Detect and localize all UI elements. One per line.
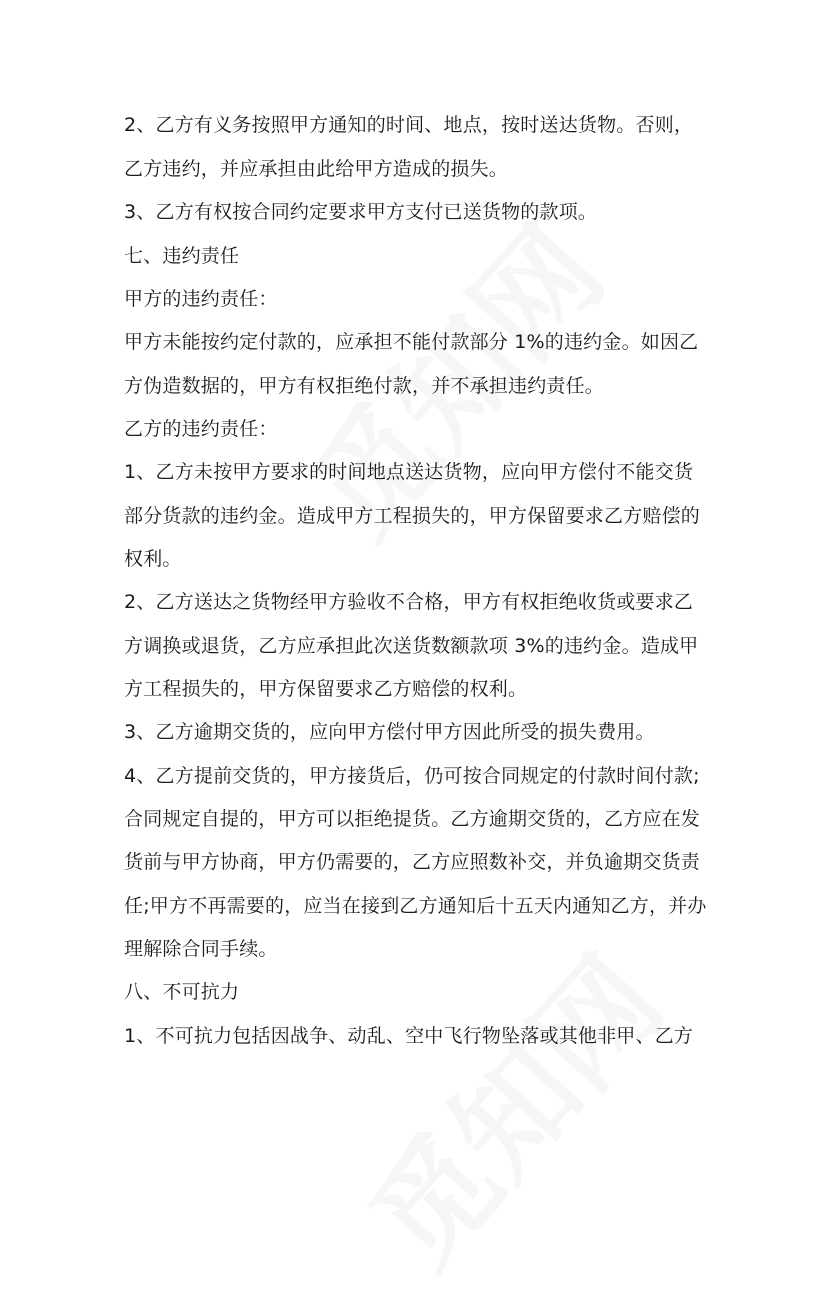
section-heading: 八、不可抗力 <box>124 981 240 1003</box>
paragraph-line: 甲方未能按约定付款的，应承担不能付款部分 1%的违约金。如因乙 <box>124 331 699 353</box>
paragraph-line: 方工程损失的，甲方保留要求乙方赔偿的权利。 <box>124 678 528 700</box>
paragraph-line: 权利。 <box>124 548 182 570</box>
section-heading: 七、违约责任 <box>124 245 240 267</box>
paragraph-line: 方调换或退货，乙方应承担此次送货数额款项 3%的违约金。造成甲 <box>124 635 699 657</box>
paragraph-line: 2、乙方送达之货物经甲方验收不合格，甲方有权拒绝收货或要求乙 <box>124 591 694 613</box>
subheading: 乙方的违约责任： <box>124 418 278 440</box>
paragraph-line: 合同规定自提的，甲方可以拒绝提货。乙方逾期交货的，乙方应在发 <box>124 808 701 830</box>
paragraph-line: 任;甲方不再需要的，应当在接到乙方通知后十五天内通知乙方，并办 <box>124 895 707 917</box>
paragraph-line: 货前与甲方协商，甲方仍需要的，乙方应照数补交，并负逾期交货责 <box>124 851 701 873</box>
subheading: 甲方的违约责任： <box>124 288 278 310</box>
paragraph-line: 方伪造数据的，甲方有权拒绝付款，并不承担违约责任。 <box>124 375 605 397</box>
paragraph-line: 乙方违约，并应承担由此给甲方造成的损失。 <box>124 158 509 180</box>
paragraph-line: 1、不可抗力包括因战争、动乱、空中飞行物坠落或其他非甲、乙方 <box>124 1025 694 1047</box>
paragraph-line: 1、乙方未按甲方要求的时间地点送达货物，应向甲方偿付不能交货 <box>124 461 694 483</box>
paragraph-line: 2、乙方有义务按照甲方通知的时间、地点，按时送达货物。否则， <box>124 114 694 136</box>
paragraph-line: 部分货款的违约金。造成甲方工程损失的，甲方保留要求乙方赔偿的 <box>124 505 701 527</box>
paragraph-line: 4、乙方提前交货的，甲方接货后，仍可按合同规定的付款时间付款; <box>124 765 700 787</box>
watermark <box>326 915 695 1297</box>
paragraph-line: 3、乙方逾期交货的，应向甲方偿付甲方因此所受的损失费用。 <box>124 721 655 743</box>
paragraph-line: 理解除合同手续。 <box>124 938 278 960</box>
paragraph-line: 3、乙方有权按合同约定要求甲方支付已送货物的款项。 <box>124 201 598 223</box>
